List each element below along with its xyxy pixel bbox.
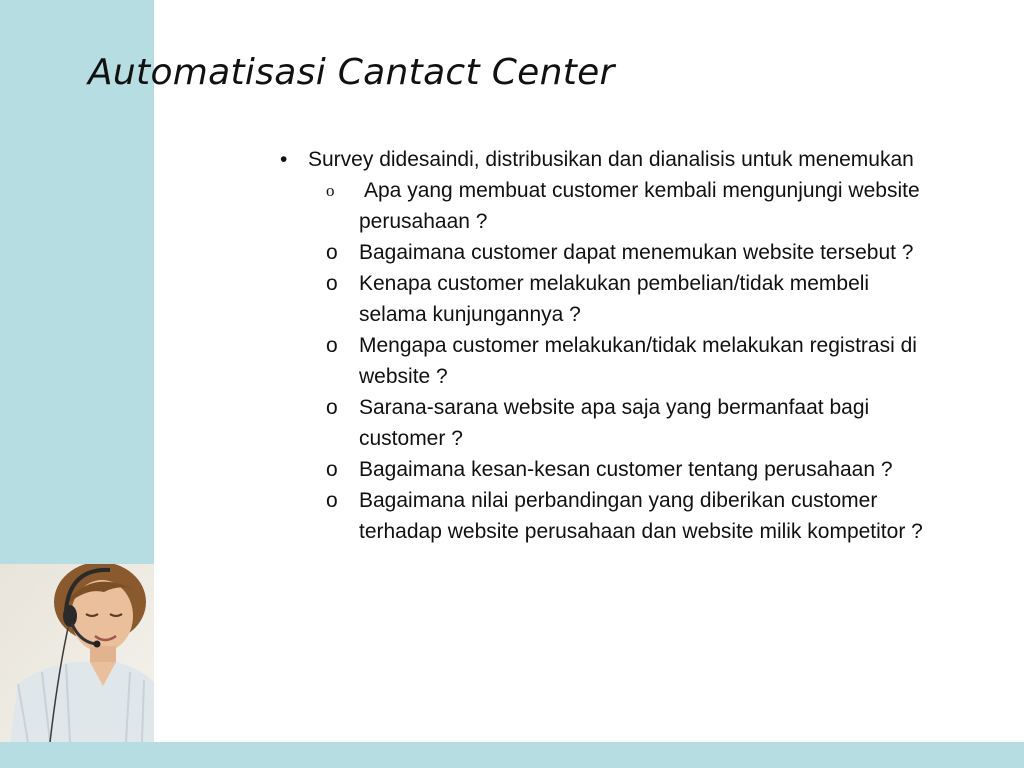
bullet-marker: • [280,148,288,171]
sub-bullet-marker: o [326,241,338,264]
headset-agent-icon [0,564,154,742]
slide-title: Automatisasi Cantact Center [88,52,615,93]
bullet-text: Survey didesaindi, distribusikan dan dianalisis untuk menemukan [308,148,914,171]
sub-bullet [280,330,940,392]
sub-bullet-marker: o [326,458,338,481]
agent-photo [0,564,154,742]
sub-bullet-text: Bagaimana nilai perbandingan yang diberikan customer terhadap website perusahaan dan website milik kompetitor ? [359,489,923,543]
sub-bullet-text: Kenapa customer melakukan pembelian/tidak membeli selama kunjungannya ? [359,272,870,326]
sub-bullet-marker: o [326,334,338,357]
sub-bullet-text: Mengapa customer melakukan/tidak melakukan registrasi di website ? [359,334,917,388]
sub-bullet [280,454,940,485]
sub-bullet-marker: o [326,272,338,295]
sub-bullet-text: Bagaimana customer dapat menemukan website tersebut ? [359,241,914,264]
sub-bullet [280,237,940,268]
sub-bullet-marker: ο [326,181,335,200]
sub-bullet [280,485,940,547]
bullet-survey [280,144,940,175]
sub-bullet-list [280,175,940,547]
sub-bullet-text: Apa yang membuat customer kembali mengunjungi website perusahaan ? [359,179,920,233]
sub-bullet [280,175,940,237]
sub-bullet [280,268,940,330]
sub-bullet-text: Sarana-sarana website apa saja yang bermanfaat bagi customer ? [359,396,870,450]
sub-bullet-text: Bagaimana kesan-kesan customer tentang perusahaan ? [359,458,893,481]
bottom-accent-band [0,742,1024,768]
sub-bullet-marker: o [326,489,338,512]
slide-content [280,144,940,547]
sub-bullet-marker: o [326,396,338,419]
sub-bullet [280,392,940,454]
